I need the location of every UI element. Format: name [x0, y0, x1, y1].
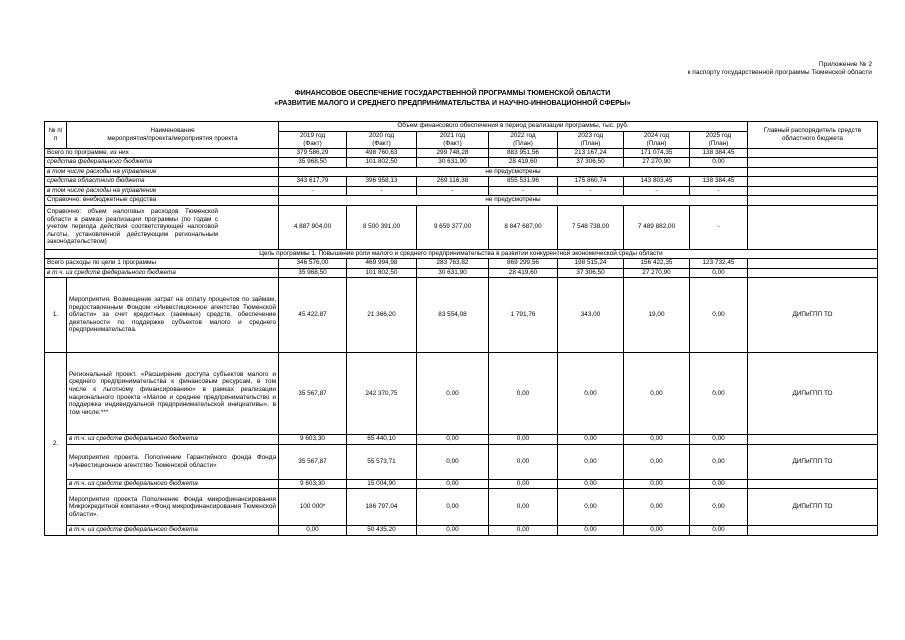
cell: 175 860,74: [558, 177, 624, 187]
header-name: [67, 122, 279, 149]
cell: 0,00: [690, 353, 748, 435]
table-row: [45, 196, 878, 206]
cell: 0,00: [558, 479, 624, 489]
year-header: [489, 131, 558, 148]
cell: 0,00: [690, 479, 748, 489]
cell: 0,00: [279, 526, 347, 536]
table-row: [45, 526, 878, 536]
row-num: 2.: [45, 353, 67, 536]
cell: -: [279, 186, 347, 196]
header-name-line-1: Наименование: [150, 127, 195, 135]
cell: 27 270,90: [624, 158, 690, 168]
row-num: 1.: [45, 278, 67, 353]
cell: 0,00: [417, 479, 489, 489]
cell: 55 573,71: [347, 444, 417, 479]
cell: 8 500 391,00: [347, 205, 417, 249]
cell: 0,00: [624, 444, 690, 479]
cell: 37 306,50: [558, 158, 624, 168]
cell: 0,00: [624, 353, 690, 435]
cell-empty: [748, 186, 878, 196]
cell: 0,00: [489, 479, 558, 489]
cell: 283 763,82: [417, 259, 489, 269]
table-row: [45, 177, 878, 187]
year-type: (План): [580, 139, 601, 147]
cell-span: не предусмотрены: [279, 167, 748, 177]
cell: 9 603,30: [279, 479, 347, 489]
cell: 0,00: [489, 353, 558, 435]
cell: 242 370,75: [347, 353, 417, 435]
row-label: Региональный проект. «Расширение доступа субъектов малого и среднего предпринимательства к финансовым ресурсам, в том числе к льготному финансированию» в рамках реализации национального проекта «Малое и среднее предпринимательство и поддержка индивидуальной предпринимательской инициативы», в том числе:***: [67, 353, 279, 435]
cell: 28 419,60: [489, 268, 558, 278]
cell: 138 384,45: [690, 177, 748, 187]
cell: -: [690, 205, 748, 249]
cell: 0,00: [624, 526, 690, 536]
cell: -: [417, 186, 489, 196]
cell: 0,00: [690, 526, 748, 536]
cell: 0,00: [558, 489, 624, 526]
cell: 37 306,50: [558, 268, 624, 278]
cell: 396 958,13: [347, 177, 417, 187]
cell-empty: [748, 177, 878, 187]
cell-empty: [748, 148, 878, 158]
goal-label: Цель программы 1. Повышение роли малого и среднего предпринимательства в развитии конкурентной экономической среды области: [45, 249, 878, 259]
table-row: [45, 444, 878, 479]
year-type: (План): [513, 139, 533, 147]
cell: 30 631,90: [417, 158, 489, 168]
goal-row: [45, 249, 878, 259]
cell: 0,00: [624, 479, 690, 489]
cell: 100 000*: [279, 489, 347, 526]
cell-empty: [748, 158, 878, 168]
year-header: [690, 131, 748, 148]
cell: 0,00: [690, 489, 748, 526]
cell: 0,00: [558, 435, 624, 445]
cell: 299 748,28: [417, 148, 489, 158]
cell: 138 384,45: [690, 148, 748, 158]
year-label: 2019 год: [299, 131, 326, 139]
row-label: в т.ч. из средств федерального бюджета: [67, 435, 279, 445]
cell: 9 603,30: [279, 435, 347, 445]
cell: 0,00: [489, 435, 558, 445]
cell: 4 887 904,00: [279, 205, 347, 249]
cell: 35 567,87: [279, 444, 347, 479]
cell: 343 617,79: [279, 177, 347, 187]
cell: 101 802,50: [347, 268, 417, 278]
row-label: Мероприятия. Возмещение затрат на оплату процентов по займам, предоставленным Фондом «Инвестиционное агентство Тюменской области» за счет кредитных (заемных) средств, обеспечение деятельности по поддержке субъектов малого и среднего предпринимательства.: [67, 278, 279, 353]
year-type: (План): [646, 139, 667, 147]
cell: 21 366,20: [347, 278, 417, 353]
year-label: 2020 год: [368, 131, 395, 139]
cell-empty: [748, 167, 878, 177]
cell: 0,00: [558, 444, 624, 479]
cell-manager: ДИПиГПП ТО: [748, 278, 878, 353]
cell-empty: [748, 268, 878, 278]
cell-empty: [748, 196, 878, 206]
header-name-line-2: мероприятия/проекта/мероприятия проекта: [107, 134, 238, 142]
header-volume: Объем финансового обеспечения в период реализации программы, тыс. руб.: [279, 122, 748, 132]
appendix-note: [688, 61, 872, 77]
year-label: 2021 год: [439, 131, 466, 139]
cell-empty: [748, 435, 878, 445]
cell: 8 847 687,00: [489, 205, 558, 249]
cell: 883 951,56: [489, 148, 558, 158]
cell: 30 631,90: [417, 268, 489, 278]
cell: 83 554,08: [417, 278, 489, 353]
cell: -: [489, 186, 558, 196]
cell: 0,00: [558, 526, 624, 536]
year-type: (Факт): [443, 139, 462, 147]
cell: -: [347, 186, 417, 196]
cell: -: [558, 186, 624, 196]
year-header: [558, 131, 624, 148]
cell: 0,00: [417, 435, 489, 445]
cell: 7 489 882,00: [624, 205, 690, 249]
table-row: [45, 259, 878, 269]
cell-empty: [748, 526, 878, 536]
table-row: [45, 479, 878, 489]
cell: -: [690, 186, 748, 196]
cell: 0,00: [690, 278, 748, 353]
table-row: [45, 435, 878, 445]
cell: 0,00: [417, 526, 489, 536]
cell: 156 422,35: [624, 259, 690, 269]
cell: 343,00: [558, 278, 624, 353]
cell: 123 732,45: [690, 259, 748, 269]
year-header: [347, 131, 417, 148]
row-label: Всего расходы по цели 1 программы: [45, 259, 279, 269]
cell: 0,00: [558, 353, 624, 435]
cell: 101 802,50: [347, 158, 417, 168]
table-row: [45, 205, 878, 249]
cell: 0,00: [417, 444, 489, 479]
cell: 9 659 377,00: [417, 205, 489, 249]
cell: 7 548 738,00: [558, 205, 624, 249]
title-line-2: «РАЗВИТИЕ МАЛОГО И СРЕДНЕГО ПРЕДПРИНИМАТЕЛЬСТВА И НАУЧНО-ИННОВАЦИОННОЙ СФЕРЫ»: [274, 99, 631, 107]
cell: 0,00: [690, 444, 748, 479]
cell: 19,00: [624, 278, 690, 353]
cell-manager: ДИПиГПП ТО: [748, 353, 878, 435]
title-line-1: ФИНАНСОВОЕ ОБЕСПЕЧЕНИЕ ГОСУДАРСТВЕННОЙ ПРОГРАММЫ ТЮМЕНСКОЙ ОБЛАСТИ: [294, 90, 611, 97]
row-label: в т.ч. из средств федерального бюджета: [67, 526, 279, 536]
cell: 35 968,50: [279, 268, 347, 278]
table-row: [45, 353, 878, 435]
cell: 50 435,20: [347, 526, 417, 536]
cell: 27 270,90: [624, 268, 690, 278]
row-label: в т.ч. из средств федерального бюджета: [67, 479, 279, 489]
appendix-line-2: к паспорту государственной программы Тюменской области: [687, 69, 872, 77]
row-label: Мероприятия проекта Пополнение Фонда микрофинансирования Микрокредитной компании «Фонд микрофинансирования Тюменской области».: [67, 489, 279, 526]
cell: 35 968,50: [279, 158, 347, 168]
cell: 35 567,87: [279, 353, 347, 435]
cell-span: не предусмотрены: [279, 196, 748, 206]
year-type: (Факт): [303, 139, 322, 147]
table-row: [45, 167, 878, 177]
cell-empty: [748, 259, 878, 269]
cell: 469 994,98: [347, 259, 417, 269]
cell: 0,00: [690, 435, 748, 445]
cell: 498 760,63: [347, 148, 417, 158]
cell-manager: ДИПиГПП ТО: [748, 489, 878, 526]
row-label: Справочно: внебюджетные средства: [45, 196, 279, 206]
cell-empty: [748, 205, 878, 249]
table-row: [45, 148, 878, 158]
cell-empty: [748, 479, 878, 489]
year-type: (Факт): [372, 139, 391, 147]
cell: 0,00: [690, 268, 748, 278]
row-label: в т.ч. из средств федерального бюджета: [45, 268, 279, 278]
document-title: [0, 89, 905, 108]
year-header: [417, 131, 489, 148]
year-label: 2025 год: [705, 131, 732, 139]
cell: 65 440,10: [347, 435, 417, 445]
cell: 186 797,04: [347, 489, 417, 526]
cell-manager: ДИПиГПП ТО: [748, 444, 878, 479]
year-label: 2024 год: [643, 131, 670, 139]
year-label: 2023 год: [577, 131, 604, 139]
row-label: средства областного бюджета: [45, 177, 279, 187]
cell: 0,00: [417, 353, 489, 435]
cell: 15 004,90: [347, 479, 417, 489]
year-type: (План): [708, 139, 729, 147]
cell: 0,00: [624, 489, 690, 526]
cell: 0,00: [489, 489, 558, 526]
row-label: Мероприятия проекта. Пополнение Гарантийного фонда Фонда «Инвестиционное агентство Тюменской области»: [67, 444, 279, 479]
header-row-1: [45, 122, 878, 132]
cell: 346 576,00: [279, 259, 347, 269]
row-label: в том числе расходы на управление: [45, 167, 279, 177]
table-row: [45, 268, 878, 278]
table-row: [45, 158, 878, 168]
cell: 0,00: [489, 444, 558, 479]
row-label: Всего по программе, из них: [45, 148, 279, 158]
row-label: средства федерального бюджета: [45, 158, 279, 168]
cell: 379 586,29: [279, 148, 347, 158]
cell: 0,00: [624, 435, 690, 445]
year-header: [624, 131, 690, 148]
table-row: [45, 186, 878, 196]
cell: 0,00: [489, 526, 558, 536]
cell: 869 299,56: [489, 259, 558, 269]
cell: 171 074,35: [624, 148, 690, 158]
header-manager: Главный распорядитель средств областного бюджета: [748, 122, 878, 149]
cell: 143 803,45: [624, 177, 690, 187]
appendix-line-1: Приложение № 2: [818, 61, 872, 68]
cell: 1 791,76: [489, 278, 558, 353]
cell: -: [624, 186, 690, 196]
cell: 855 531,96: [489, 177, 558, 187]
cell: 0,00: [690, 158, 748, 168]
cell: 213 167,24: [558, 148, 624, 158]
cell: 198 515,24: [558, 259, 624, 269]
year-header: [279, 131, 347, 148]
cell: 0,00: [417, 489, 489, 526]
header-num: № п/п: [45, 122, 67, 149]
cell: 28 419,60: [489, 158, 558, 168]
financing-table: [44, 121, 878, 536]
table-row: [45, 278, 878, 353]
cell: 45 422,87: [279, 278, 347, 353]
row-label: Справочно: объем налоговых расходов Тюменской области в рамках реализации программы (по годам с учетом периода действия соответствующей налоговой льготы, установленной действующим региональным законодательством): [45, 205, 279, 249]
table-row: [45, 489, 878, 526]
year-label: 2022 год: [510, 131, 536, 139]
row-label: в том числе расходы на управление: [45, 186, 279, 196]
cell: 269 116,38: [417, 177, 489, 187]
